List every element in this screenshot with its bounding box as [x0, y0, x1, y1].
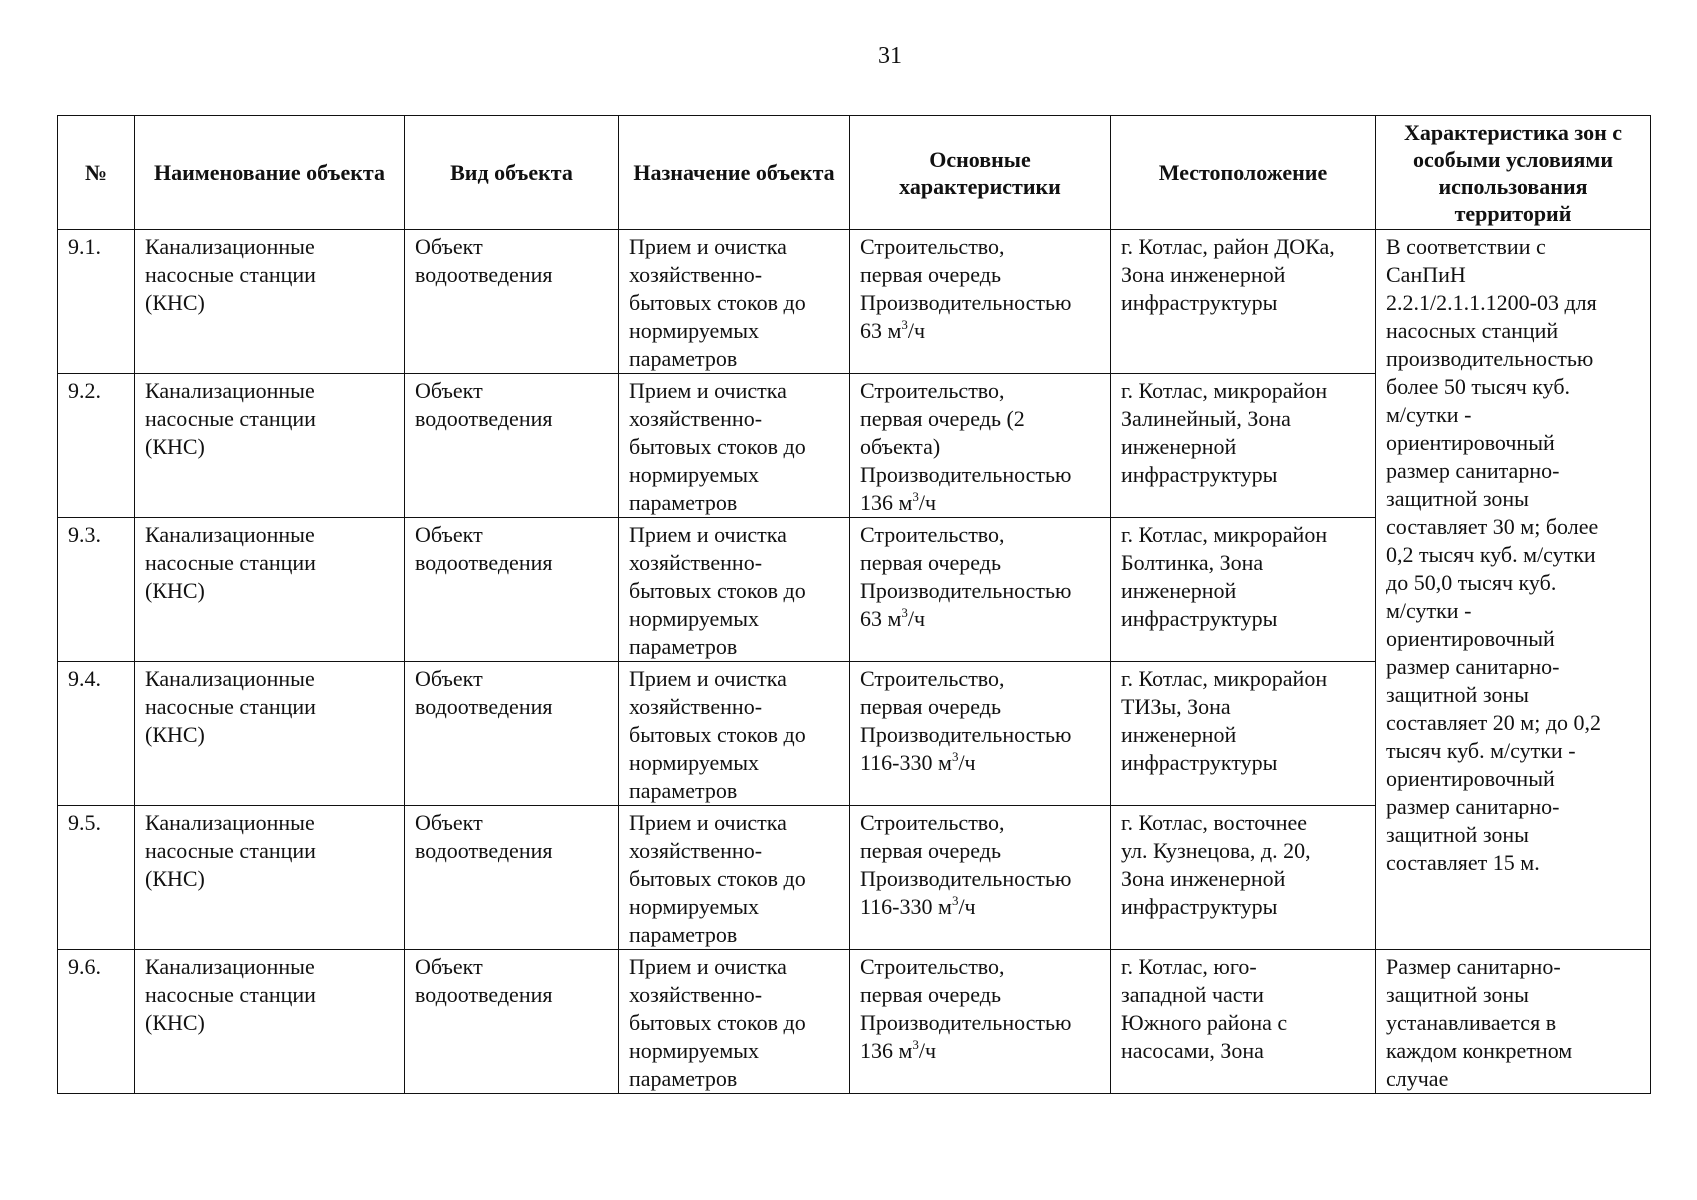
cell-line: г. Котлас, юго- — [1121, 954, 1257, 979]
cell-line: Строительство, — [860, 234, 1005, 259]
cell-line: Производительностью — [860, 462, 1072, 487]
cell-line: Прием и очистка — [629, 666, 787, 691]
cell-line: насосами, Зона — [1121, 1038, 1264, 1063]
cell-line: (КНС) — [145, 1010, 205, 1035]
cell-line: до 50,0 тысяч куб. — [1386, 570, 1557, 595]
cell-line: Производительностью — [860, 290, 1072, 315]
header-num: № — [58, 116, 135, 230]
cell-line: Канализационные — [145, 522, 315, 547]
cell-line: (КНС) — [145, 722, 205, 747]
capacity-number: 136 — [860, 1038, 899, 1063]
cell-location — [1111, 662, 1376, 806]
cell-line: Канализационные — [145, 234, 315, 259]
cell-line: Прием и очистка — [629, 234, 787, 259]
cell-line: Болтинка, Зона — [1121, 550, 1264, 575]
cell-line: Объект — [415, 522, 483, 547]
cell-line: Объект — [415, 234, 483, 259]
cell-location — [1111, 806, 1376, 950]
cell-line: Строительство, — [860, 810, 1005, 835]
cell-name — [135, 374, 405, 518]
capacity-unit-tail: /ч — [918, 490, 937, 515]
cell-characteristics — [850, 518, 1111, 662]
cell-line: бытовых стоков до — [629, 722, 806, 747]
cell-line: инфраструктуры — [1121, 290, 1278, 315]
cell-line: нормируемых — [629, 462, 760, 487]
capacity-number: 63 — [860, 318, 888, 343]
cell-purpose — [619, 662, 850, 806]
cell-line: параметров — [629, 634, 738, 659]
cell-line: инфраструктуры — [1121, 606, 1278, 631]
cell-line: Строительство, — [860, 378, 1005, 403]
cell-line: бытовых стоков до — [629, 434, 806, 459]
cell-line: первая очередь — [860, 550, 1001, 575]
capacity-unit-tail: /ч — [958, 894, 976, 919]
cell-line: м/сутки - — [1386, 402, 1472, 427]
capacity-unit-exponent: 3 — [951, 893, 959, 908]
cell-line: Канализационные — [145, 666, 315, 691]
cell-zones — [1376, 950, 1651, 1094]
cell-line: инженерной — [1121, 722, 1237, 747]
capacity-number: 116-330 — [860, 894, 939, 919]
header-location: Местоположение — [1111, 116, 1376, 230]
cell-line: Объект — [415, 810, 483, 835]
cell-line: Объект — [415, 954, 483, 979]
cell-line: западной части — [1121, 982, 1264, 1007]
cell-line: более 50 тысяч куб. — [1386, 374, 1571, 399]
cell-line: инфраструктуры — [1121, 894, 1278, 919]
capacity-value — [860, 317, 1100, 345]
cell-line: составляет 15 м. — [1386, 850, 1540, 875]
cell-line: Зона инженерной — [1121, 866, 1286, 891]
objects-table — [57, 115, 1651, 1094]
table-row — [58, 230, 1651, 374]
cell-line: ТИЗы, Зона — [1121, 694, 1231, 719]
cell-line: Залинейный, Зона — [1121, 406, 1291, 431]
capacity-unit-tail: /ч — [958, 750, 976, 775]
cell-line: инженерной — [1121, 578, 1237, 603]
cell-num: 9.6. — [58, 950, 135, 1094]
capacity-unit: м — [898, 490, 913, 515]
cell-line: первая очередь (2 — [860, 406, 1025, 431]
cell-line: защитной зоны — [1386, 682, 1529, 707]
capacity-unit-exponent: 3 — [951, 749, 959, 764]
cell-line: Производительностью — [860, 1010, 1072, 1035]
cell-line: инфраструктуры — [1121, 750, 1278, 775]
cell-line: Производительностью — [860, 866, 1072, 891]
capacity-unit-tail: /ч — [907, 606, 926, 631]
cell-line: инфраструктуры — [1121, 462, 1278, 487]
cell-line: параметров — [629, 778, 738, 803]
cell-line: размер санитарно- — [1386, 654, 1560, 679]
cell-line: составляет 20 м; до 0,2 — [1386, 710, 1602, 735]
cell-line: 0,2 тысяч куб. м/сутки — [1386, 542, 1596, 567]
cell-characteristics — [850, 950, 1111, 1094]
cell-line: размер санитарно- — [1386, 458, 1560, 483]
cell-line: водоотведения — [415, 262, 553, 287]
cell-line: нормируемых — [629, 750, 760, 775]
cell-name — [135, 662, 405, 806]
cell-line: хозяйственно- — [629, 406, 763, 431]
cell-line: Строительство, — [860, 954, 1005, 979]
cell-line: (КНС) — [145, 578, 205, 603]
cell-line: первая очередь — [860, 982, 1001, 1007]
cell-line: бытовых стоков до — [629, 1010, 806, 1035]
cell-location — [1111, 374, 1376, 518]
cell-name — [135, 230, 405, 374]
capacity-unit: м — [938, 750, 952, 775]
cell-line: первая очередь — [860, 694, 1001, 719]
cell-line: ориентировочный — [1386, 626, 1555, 651]
cell-line: ул. Кузнецова, д. 20, — [1121, 838, 1311, 863]
cell-line: каждом конкретном — [1386, 1038, 1573, 1063]
cell-line: насосные станции — [145, 406, 316, 431]
capacity-unit-exponent: 3 — [901, 317, 908, 332]
cell-line: защитной зоны — [1386, 982, 1529, 1007]
cell-line: м/сутки - — [1386, 598, 1472, 623]
cell-line: Строительство, — [860, 522, 1005, 547]
cell-line: насосные станции — [145, 550, 316, 575]
capacity-value — [860, 489, 1100, 517]
capacity-value — [860, 893, 1100, 921]
cell-type — [405, 806, 619, 950]
cell-line: насосные станции — [145, 694, 316, 719]
cell-line: первая очередь — [860, 838, 1001, 863]
cell-line: нормируемых — [629, 894, 760, 919]
cell-location — [1111, 950, 1376, 1094]
cell-line: бытовых стоков до — [629, 578, 806, 603]
cell-name — [135, 806, 405, 950]
capacity-unit: м — [887, 318, 902, 343]
cell-purpose — [619, 374, 850, 518]
cell-location — [1111, 230, 1376, 374]
cell-line: Зона инженерной — [1121, 262, 1286, 287]
cell-line: 2.2.1/2.1.1.1200-03 для — [1386, 290, 1597, 315]
cell-line: СанПиН — [1386, 262, 1466, 287]
cell-line: Размер санитарно- — [1386, 954, 1561, 979]
cell-purpose — [619, 518, 850, 662]
cell-line: насосные станции — [145, 982, 316, 1007]
cell-type — [405, 662, 619, 806]
cell-line: инженерной — [1121, 434, 1237, 459]
cell-line: насосные станции — [145, 838, 316, 863]
cell-name — [135, 950, 405, 1094]
cell-num: 9.5. — [58, 806, 135, 950]
header-purpose: Назначение объекта — [619, 116, 850, 230]
cell-line: нормируемых — [629, 1038, 760, 1063]
cell-line: Объект — [415, 378, 483, 403]
cell-line: размер санитарно- — [1386, 794, 1560, 819]
capacity-unit-tail: /ч — [907, 318, 926, 343]
cell-line: Строительство, — [860, 666, 1005, 691]
cell-line: Южного района с — [1121, 1010, 1288, 1035]
cell-line: хозяйственно- — [629, 838, 763, 863]
cell-line: Прием и очистка — [629, 954, 787, 979]
cell-line: г. Котлас, восточнее — [1121, 810, 1308, 835]
capacity-unit-exponent: 3 — [912, 489, 919, 504]
cell-line: тысяч куб. м/сутки - — [1386, 738, 1576, 763]
cell-line: водоотведения — [415, 550, 553, 575]
cell-line: (КНС) — [145, 290, 205, 315]
cell-line: производительностью — [1386, 346, 1594, 371]
cell-line: водоотведения — [415, 982, 553, 1007]
cell-type — [405, 950, 619, 1094]
cell-line: Объект — [415, 666, 483, 691]
cell-num: 9.3. — [58, 518, 135, 662]
capacity-value — [860, 605, 1100, 633]
cell-line: хозяйственно- — [629, 550, 763, 575]
cell-line: случае — [1386, 1066, 1449, 1091]
cell-location — [1111, 518, 1376, 662]
cell-type — [405, 374, 619, 518]
cell-line: водоотведения — [415, 406, 553, 431]
cell-characteristics — [850, 230, 1111, 374]
cell-line: ориентировочный — [1386, 766, 1555, 791]
cell-line: защитной зоны — [1386, 486, 1529, 511]
cell-line: хозяйственно- — [629, 694, 763, 719]
cell-line: параметров — [629, 922, 738, 947]
cell-line: (КНС) — [145, 866, 205, 891]
cell-line: г. Котлас, микрорайон — [1121, 378, 1328, 403]
cell-num: 9.1. — [58, 230, 135, 374]
header-characteristics: Основные характеристики — [850, 116, 1111, 230]
capacity-value — [860, 749, 1100, 777]
page-number: 31 — [878, 43, 902, 69]
cell-line: Канализационные — [145, 954, 315, 979]
capacity-unit: м — [898, 1038, 913, 1063]
cell-num: 9.4. — [58, 662, 135, 806]
cell-purpose — [619, 230, 850, 374]
cell-line: устанавливается в — [1386, 1010, 1557, 1035]
cell-line: (КНС) — [145, 434, 205, 459]
cell-type — [405, 230, 619, 374]
cell-line: насосных станций — [1386, 318, 1559, 343]
cell-line: первая очередь — [860, 262, 1001, 287]
capacity-number: 63 — [860, 606, 888, 631]
cell-line: нормируемых — [629, 318, 760, 343]
cell-zones-shared — [1376, 230, 1651, 950]
cell-line: Прием и очистка — [629, 378, 787, 403]
cell-line: Производительностью — [860, 722, 1072, 747]
cell-line: ориентировочный — [1386, 430, 1555, 455]
cell-line: параметров — [629, 346, 738, 371]
cell-line: параметров — [629, 490, 738, 515]
cell-line: нормируемых — [629, 606, 760, 631]
cell-line: насосные станции — [145, 262, 316, 287]
header-name: Наименование объекта — [135, 116, 405, 230]
cell-line: водоотведения — [415, 838, 553, 863]
capacity-unit: м — [938, 894, 952, 919]
cell-purpose — [619, 806, 850, 950]
cell-type — [405, 518, 619, 662]
cell-characteristics — [850, 806, 1111, 950]
cell-num: 9.2. — [58, 374, 135, 518]
capacity-value — [860, 1037, 1100, 1065]
cell-line: бытовых стоков до — [629, 290, 806, 315]
header-zones: Характеристика зон с особыми условиями использования территорий — [1376, 116, 1651, 230]
cell-line: хозяйственно- — [629, 262, 763, 287]
cell-line: Прием и очистка — [629, 522, 787, 547]
cell-line: Канализационные — [145, 378, 315, 403]
cell-line: В соответствии с — [1386, 234, 1546, 259]
cell-line: водоотведения — [415, 694, 553, 719]
cell-line: объекта) — [860, 434, 941, 459]
table-header-row — [58, 116, 1651, 230]
cell-line: составляет 30 м; более — [1386, 514, 1599, 539]
cell-line: г. Котлас, микрорайон — [1121, 522, 1328, 547]
cell-line: Канализационные — [145, 810, 315, 835]
capacity-unit-exponent: 3 — [912, 1037, 919, 1052]
header-type: Вид объекта — [405, 116, 619, 230]
cell-characteristics — [850, 662, 1111, 806]
cell-characteristics — [850, 374, 1111, 518]
cell-line: параметров — [629, 1066, 738, 1091]
capacity-unit-tail: /ч — [918, 1038, 937, 1063]
table-row — [58, 950, 1651, 1094]
cell-line: Прием и очистка — [629, 810, 787, 835]
capacity-number: 116-330 — [860, 750, 939, 775]
capacity-number: 136 — [860, 490, 899, 515]
capacity-unit: м — [887, 606, 902, 631]
cell-purpose — [619, 950, 850, 1094]
cell-line: хозяйственно- — [629, 982, 763, 1007]
cell-name — [135, 518, 405, 662]
cell-line: Производительностью — [860, 578, 1072, 603]
cell-line: бытовых стоков до — [629, 866, 806, 891]
capacity-unit-exponent: 3 — [901, 605, 908, 620]
cell-line: г. Котлас, микрорайон — [1121, 666, 1328, 691]
cell-line: защитной зоны — [1386, 822, 1529, 847]
cell-line: г. Котлас, район ДОКа, — [1121, 234, 1335, 259]
